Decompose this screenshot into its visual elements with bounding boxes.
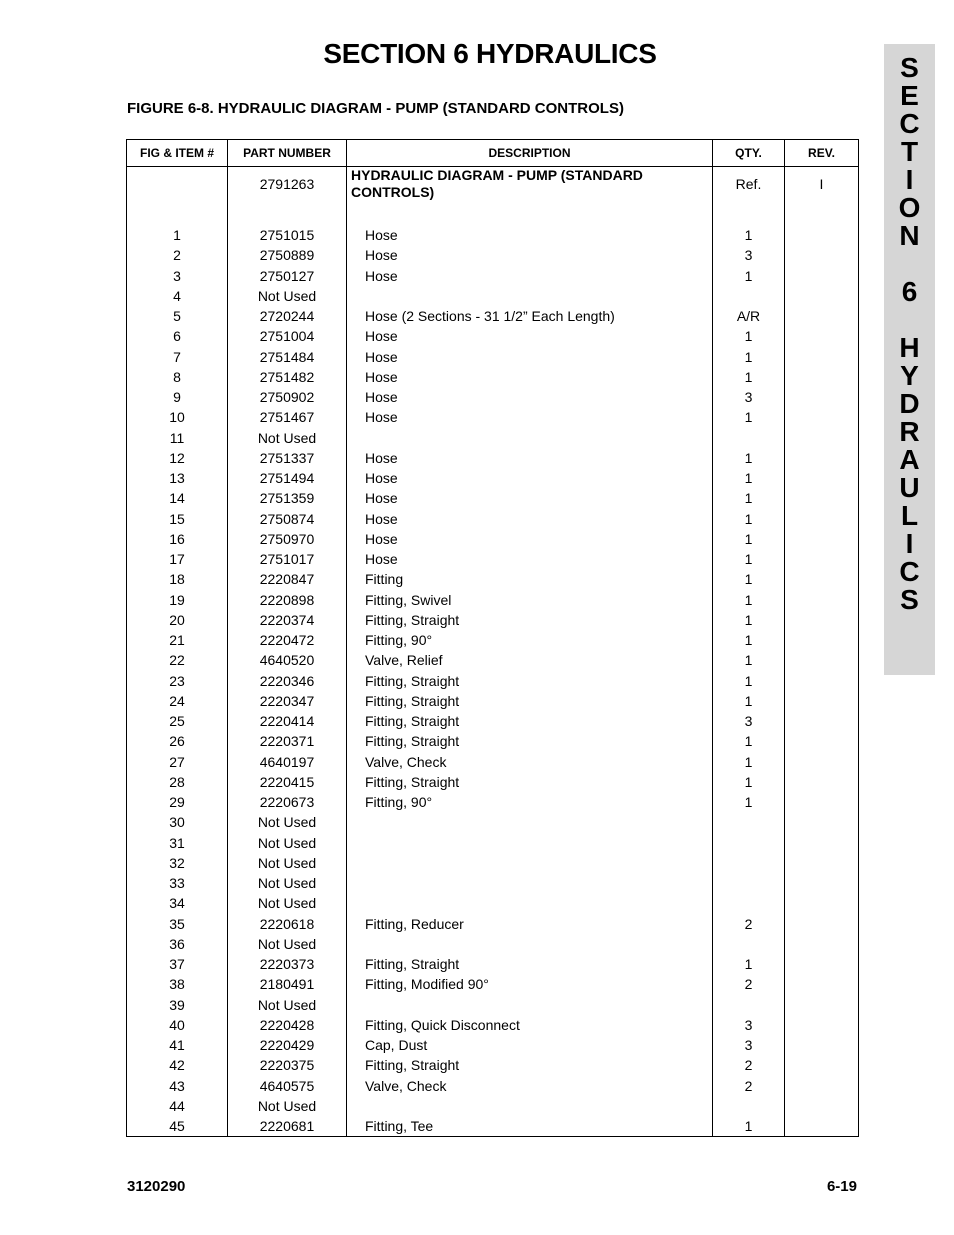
item-number: 5 <box>173 308 181 324</box>
part-number: 2220847 <box>259 571 315 588</box>
item-qty <box>713 428 784 448</box>
item-description: Fitting, Swivel <box>365 591 452 608</box>
item-description: Hose <box>365 348 398 365</box>
item-number: 31 <box>169 834 185 851</box>
part-number: 2220428 <box>259 1016 315 1033</box>
header-rev: REV. <box>785 140 859 167</box>
part-number: 2720244 <box>259 308 315 324</box>
part-number: 2751337 <box>259 449 315 466</box>
item-description: Cap, Dust <box>365 1037 428 1053</box>
item-description: Valve, Check <box>365 1077 447 1094</box>
item-description: Fitting, Modified 90° <box>365 976 489 993</box>
item-number: 12 <box>169 449 185 466</box>
item-qty: 1 <box>744 632 753 648</box>
item-qty <box>713 873 784 893</box>
item-description: Hose <box>365 551 398 567</box>
side-tab-letter: Y <box>900 360 919 391</box>
item-qty: 1 <box>744 1118 753 1134</box>
item-qty <box>713 1096 784 1116</box>
item-qty: 1 <box>744 753 753 770</box>
part-number: Not Used <box>257 854 317 871</box>
item-description: Fitting, Straight <box>365 692 460 709</box>
item-number: 20 <box>169 611 185 628</box>
part-number: 2750889 <box>259 247 315 264</box>
part-number: 2751017 <box>259 551 315 567</box>
page-number: 6-19 <box>826 1178 857 1195</box>
part-number: 2220429 <box>259 1037 315 1053</box>
item-qty <box>713 853 784 873</box>
side-tab-letter: L <box>900 500 919 531</box>
side-tab-letter: H <box>899 332 920 363</box>
part-number: 2220373 <box>259 956 315 972</box>
item-qty: 2 <box>744 1057 753 1074</box>
header-qty: QTY. <box>713 140 785 167</box>
item-description: Fitting, Straight <box>365 956 460 972</box>
item-description: Fitting <box>365 571 404 588</box>
item-number: 22 <box>169 652 185 669</box>
item-qty <box>713 893 784 913</box>
part-number: 2220673 <box>259 794 315 810</box>
item-qty: 1 <box>744 733 753 750</box>
item-number: 19 <box>169 591 185 608</box>
item-qty <box>713 995 784 1015</box>
side-tab-letter: O <box>898 192 921 223</box>
part-number: Not Used <box>257 895 317 912</box>
item-description: Hose <box>365 530 398 547</box>
side-tab-letter: I <box>905 164 914 195</box>
page-title: SECTION 6 HYDRAULICS <box>323 38 657 69</box>
item-number: 24 <box>169 692 185 709</box>
parts-table <box>126 139 859 1137</box>
part-number: 2220414 <box>259 713 315 729</box>
item-number: 40 <box>169 1016 185 1033</box>
item-description: Hose <box>365 449 398 466</box>
part-number: 2751015 <box>259 227 315 243</box>
side-tab-letter: C <box>899 108 920 139</box>
item-qty: 2 <box>744 976 753 993</box>
item-qty: 3 <box>744 247 753 264</box>
part-number: Not Used <box>257 429 317 446</box>
item-number: 2 <box>173 247 181 264</box>
item-description: Fitting, Straight <box>365 713 460 729</box>
part-number: 2220375 <box>259 1057 315 1074</box>
item-description <box>347 286 712 306</box>
item-description: Hose <box>365 247 398 264</box>
side-tab-letter: C <box>899 556 920 587</box>
item-description: Hose <box>365 470 398 486</box>
item-qty: 1 <box>744 368 753 385</box>
item-description: Fitting, Straight <box>365 611 460 628</box>
item-description: Hose <box>365 490 398 507</box>
item-description <box>347 812 712 832</box>
item-number: 17 <box>169 551 185 567</box>
item-description: Fitting, Quick Disconnect <box>365 1016 520 1033</box>
item-qty: 1 <box>744 227 753 243</box>
part-number: 2220618 <box>259 915 315 932</box>
item-number: 36 <box>169 935 185 952</box>
item-description: Hose <box>365 368 398 385</box>
item-number: 32 <box>169 854 185 871</box>
item-qty: 3 <box>744 1037 753 1053</box>
item-qty: 2 <box>744 915 753 932</box>
item-number: 43 <box>169 1077 185 1094</box>
assembly-part-number: 2791263 <box>259 176 315 192</box>
item-number: 38 <box>169 976 185 993</box>
part-number: 2220681 <box>259 1118 315 1134</box>
part-number: 2220415 <box>259 773 315 790</box>
item-description <box>347 893 712 913</box>
side-tab-letter: U <box>899 472 920 503</box>
item-qty: 1 <box>744 591 753 608</box>
item-qty: 1 <box>744 510 753 527</box>
table-body-row <box>127 167 859 1137</box>
side-tab-letter: I <box>905 528 914 559</box>
item-number: 44 <box>169 1097 185 1114</box>
item-qty: 1 <box>744 652 753 669</box>
item-number: 33 <box>169 875 185 891</box>
part-number: 2751484 <box>259 348 315 365</box>
header-part-number: PART NUMBER <box>228 140 347 167</box>
item-number: 13 <box>169 470 185 486</box>
item-number: 26 <box>169 733 185 750</box>
section-side-tab <box>884 44 935 675</box>
item-qty: 1 <box>744 267 753 284</box>
rev-column <box>785 167 859 1137</box>
assembly-qty: Ref. <box>735 176 762 192</box>
part-number: 2751359 <box>259 490 315 507</box>
part-number: 2751004 <box>259 328 315 345</box>
item-number: 42 <box>169 1057 185 1074</box>
item-qty <box>713 833 784 853</box>
part-number: 2220347 <box>259 692 315 709</box>
item-description <box>347 934 712 954</box>
description-column <box>347 167 713 1137</box>
item-qty: 1 <box>744 956 753 972</box>
item-qty: 3 <box>744 389 753 405</box>
item-number: 14 <box>169 490 185 507</box>
side-tab-letter: D <box>899 388 920 419</box>
item-qty <box>713 812 784 832</box>
part-column <box>228 167 347 1137</box>
side-tab-letter: T <box>900 136 919 167</box>
item-description: Fitting, Straight <box>365 773 460 790</box>
part-number: 2220898 <box>259 591 315 608</box>
fig-column <box>127 167 228 1137</box>
item-description: Fitting, Reducer <box>365 915 464 932</box>
item-description: Fitting, 90° <box>365 794 433 810</box>
item-qty <box>713 286 784 306</box>
side-tab-letter: E <box>900 80 919 111</box>
item-description <box>347 853 712 873</box>
item-number: 37 <box>169 956 185 972</box>
item-qty: 1 <box>744 794 753 810</box>
part-number: Not Used <box>257 935 317 952</box>
part-number: 2750902 <box>259 389 315 405</box>
item-number: 15 <box>169 510 185 527</box>
item-number: 27 <box>169 753 185 770</box>
part-number: 2751467 <box>259 409 315 426</box>
part-number: 4640520 <box>259 652 315 669</box>
part-number: 4640197 <box>259 753 315 770</box>
item-number: 41 <box>169 1037 185 1053</box>
item-description: Hose <box>365 267 398 284</box>
side-tab-letter: N <box>899 220 920 251</box>
item-number: 23 <box>169 672 185 689</box>
item-number: 30 <box>169 814 185 831</box>
item-description: Fitting, Straight <box>365 672 460 689</box>
part-number: Not Used <box>257 875 317 891</box>
item-description: Fitting, Straight <box>365 1057 460 1074</box>
item-description: Hose <box>365 227 398 243</box>
item-qty: 1 <box>744 611 753 628</box>
part-number: Not Used <box>257 1097 317 1114</box>
assembly-fig <box>127 167 227 225</box>
part-number: 2220346 <box>259 672 315 689</box>
part-number: 2750127 <box>259 267 315 284</box>
item-description: Hose (2 Sections - 31 1/2” Each Length) <box>365 308 615 324</box>
document-number: 3120290 <box>127 1178 186 1195</box>
item-qty: 2 <box>744 1077 753 1094</box>
item-qty: 3 <box>744 713 753 729</box>
item-qty: 1 <box>744 348 753 365</box>
item-qty: 1 <box>744 409 753 426</box>
item-number: 34 <box>169 895 185 912</box>
part-number: 2750970 <box>259 530 315 547</box>
item-number: 9 <box>173 389 181 405</box>
item-qty: 1 <box>744 470 753 486</box>
part-number: 2220371 <box>259 733 315 750</box>
item-number: 6 <box>173 328 181 345</box>
side-tab-letter: 6 <box>901 276 918 307</box>
item-number: 21 <box>169 632 185 648</box>
item-qty: 1 <box>744 449 753 466</box>
item-qty: 1 <box>744 692 753 709</box>
header-fig-item: FIG & ITEM # <box>127 140 228 167</box>
header-description: DESCRIPTION <box>347 140 713 167</box>
item-qty: 1 <box>744 551 753 567</box>
item-number: 4 <box>173 287 181 304</box>
item-description: Valve, Relief <box>365 652 443 669</box>
item-description <box>347 1096 712 1116</box>
item-number: 16 <box>169 530 185 547</box>
part-number: Not Used <box>257 834 317 851</box>
item-description: Hose <box>365 328 398 345</box>
item-qty: A/R <box>736 308 761 324</box>
qty-column <box>713 167 785 1137</box>
item-description <box>347 428 712 448</box>
part-number: 2220374 <box>259 611 315 628</box>
item-number: 7 <box>173 348 181 365</box>
item-number: 25 <box>169 713 185 729</box>
part-number: 2751482 <box>259 368 315 385</box>
item-description: Hose <box>365 409 398 426</box>
item-qty <box>713 934 784 954</box>
assembly-rev: I <box>819 176 824 192</box>
item-number: 39 <box>169 996 185 1013</box>
part-number: 2750874 <box>259 510 315 527</box>
item-description: Hose <box>365 510 398 527</box>
item-number: 45 <box>169 1118 185 1134</box>
item-qty: 1 <box>744 530 753 547</box>
item-description: Fitting, Tee <box>365 1118 434 1134</box>
part-number: 2751494 <box>259 470 315 486</box>
item-number: 18 <box>169 571 185 588</box>
figure-title: FIGURE 6-8. HYDRAULIC DIAGRAM - PUMP (STANDARD CONTROLS) <box>127 100 624 117</box>
item-qty: 1 <box>744 490 753 507</box>
part-number: 2180491 <box>259 976 315 993</box>
item-description: Valve, Check <box>365 753 447 770</box>
part-number: Not Used <box>257 287 317 304</box>
assembly-description: HYDRAULIC DIAGRAM - PUMP (STANDARD CONTROLS) <box>351 167 643 200</box>
item-number: 11 <box>169 429 185 446</box>
item-number: 29 <box>169 794 185 810</box>
item-description <box>347 995 712 1015</box>
item-description <box>347 873 712 893</box>
part-number: 2220472 <box>259 632 315 648</box>
item-description: Fitting, Straight <box>365 733 460 750</box>
side-tab-letter: S <box>900 52 919 83</box>
item-qty: 3 <box>744 1016 753 1033</box>
side-tab-letter: A <box>899 444 920 475</box>
side-tab-letter: S <box>900 584 919 615</box>
item-number: 28 <box>169 773 185 790</box>
item-qty: 1 <box>744 328 753 345</box>
item-description <box>347 833 712 853</box>
part-number: Not Used <box>257 814 317 831</box>
item-qty: 1 <box>744 773 753 790</box>
item-number: 1 <box>173 227 181 243</box>
part-number: Not Used <box>257 996 317 1013</box>
item-description: Fitting, 90° <box>365 632 433 648</box>
table-header-row <box>127 140 859 167</box>
item-number: 35 <box>169 915 185 932</box>
item-number: 3 <box>173 267 181 284</box>
item-description: Hose <box>365 389 398 405</box>
side-tab-letter: R <box>899 416 920 447</box>
item-qty: 1 <box>744 571 753 588</box>
item-number: 10 <box>169 409 185 426</box>
item-number: 8 <box>173 368 181 385</box>
part-number: 4640575 <box>259 1077 315 1094</box>
item-qty: 1 <box>744 672 753 689</box>
